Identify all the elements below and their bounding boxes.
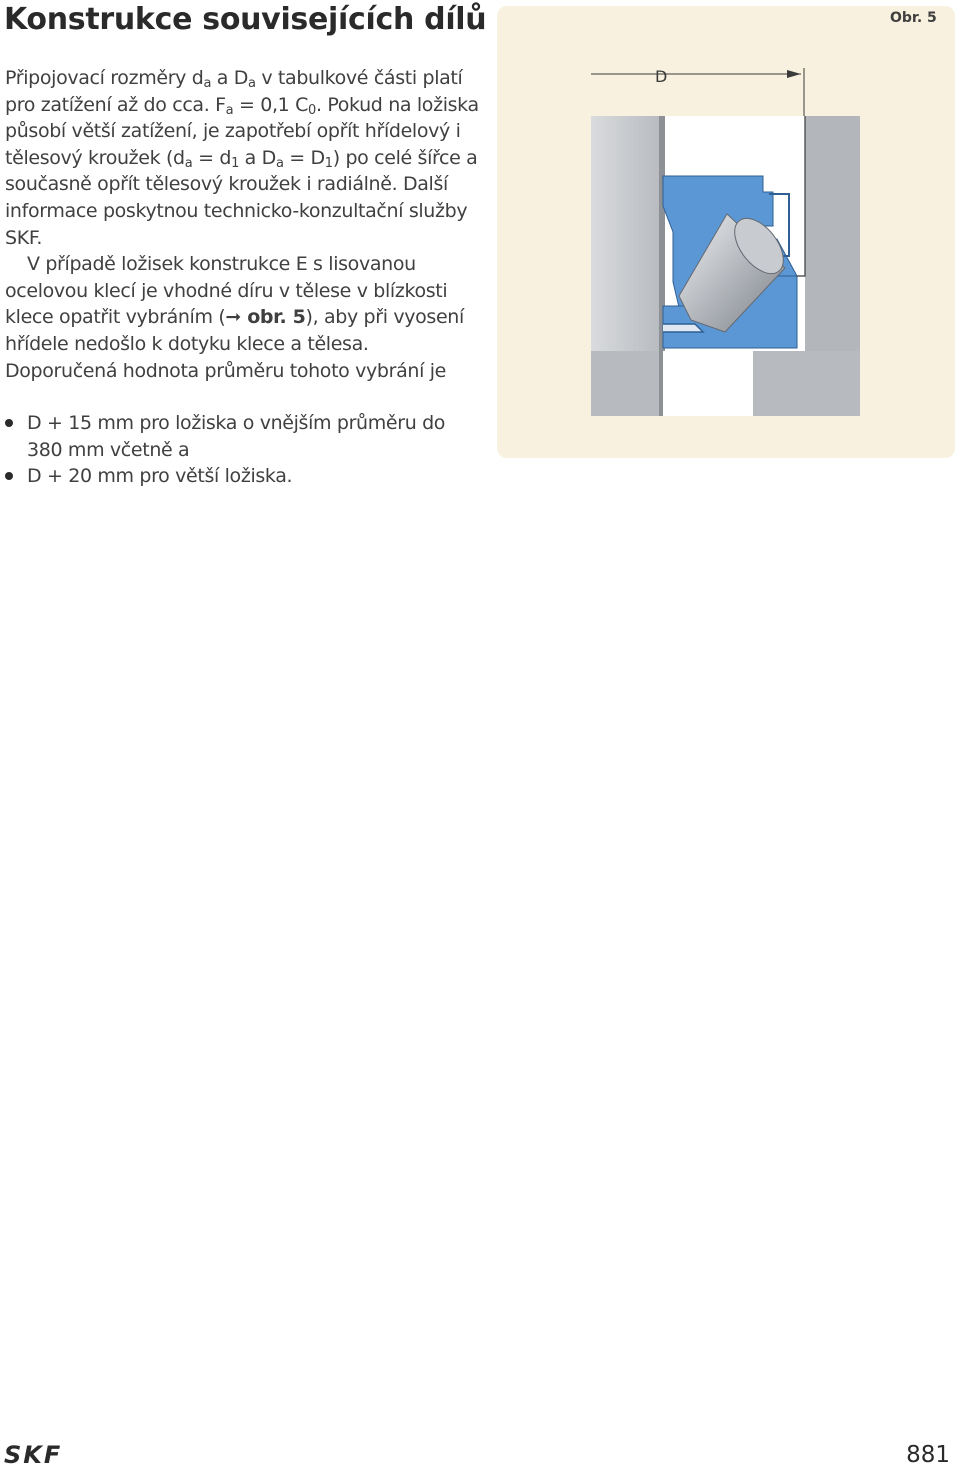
figure-tag: Obr. 5 <box>890 10 937 26</box>
paragraph-2: V případě ložisek konstrukce E s lisovanou ocelovou klecí je vhodné díru v tělese v blízkosti klece opatřit vybráním (➞ obr. 5), aby při vyosení hřídele nedošlo k dotyku klece a tělesa. Doporučená hodnota průměru tohoto vybrání je <box>5 253 464 382</box>
page-number: 881 <box>906 1442 950 1468</box>
page-title: Konstrukce souvisejících dílů <box>4 2 487 37</box>
cage-bottom <box>663 324 703 332</box>
shaft-lower-recess <box>659 351 753 416</box>
paragraph-1: Připojovací rozměry $d_a$ a $D_a$ v tabulkové části platí pro zatížení až do cca. $F_a = 0,1$ $C_0$. Pokud na ložiska působí větší zatížení, je zapotřebí opřít hřídelový i tělesový kroužek ($d_a = d_1$ a $D_a = D_1$) po celé šířce a současně opřít tělesový kroužek i radiálně. Další informace poskytnou technicko-konzultační služby SKF. <box>5 67 479 249</box>
bullet-icon <box>5 419 13 427</box>
list-item: D + 20 mm pro větší ložiska. <box>5 463 485 490</box>
body-text <box>5 65 485 384</box>
dimension-label: D <box>655 67 668 86</box>
figure-reference-link[interactable]: obr. 5 <box>240 306 306 329</box>
bullet-list <box>5 410 485 490</box>
dimension-arrow-icon <box>787 70 801 78</box>
arrow-right-icon: ➞ <box>225 306 241 329</box>
shaft-lower-shade <box>659 351 663 416</box>
list-item: D + 15 mm pro ložiska o vnějším průměru do 380 mm včetně a <box>5 410 485 463</box>
bullet-icon <box>5 472 13 480</box>
skf-logo: SKF <box>4 1441 63 1469</box>
bearing-housing-diagram <box>497 6 955 458</box>
